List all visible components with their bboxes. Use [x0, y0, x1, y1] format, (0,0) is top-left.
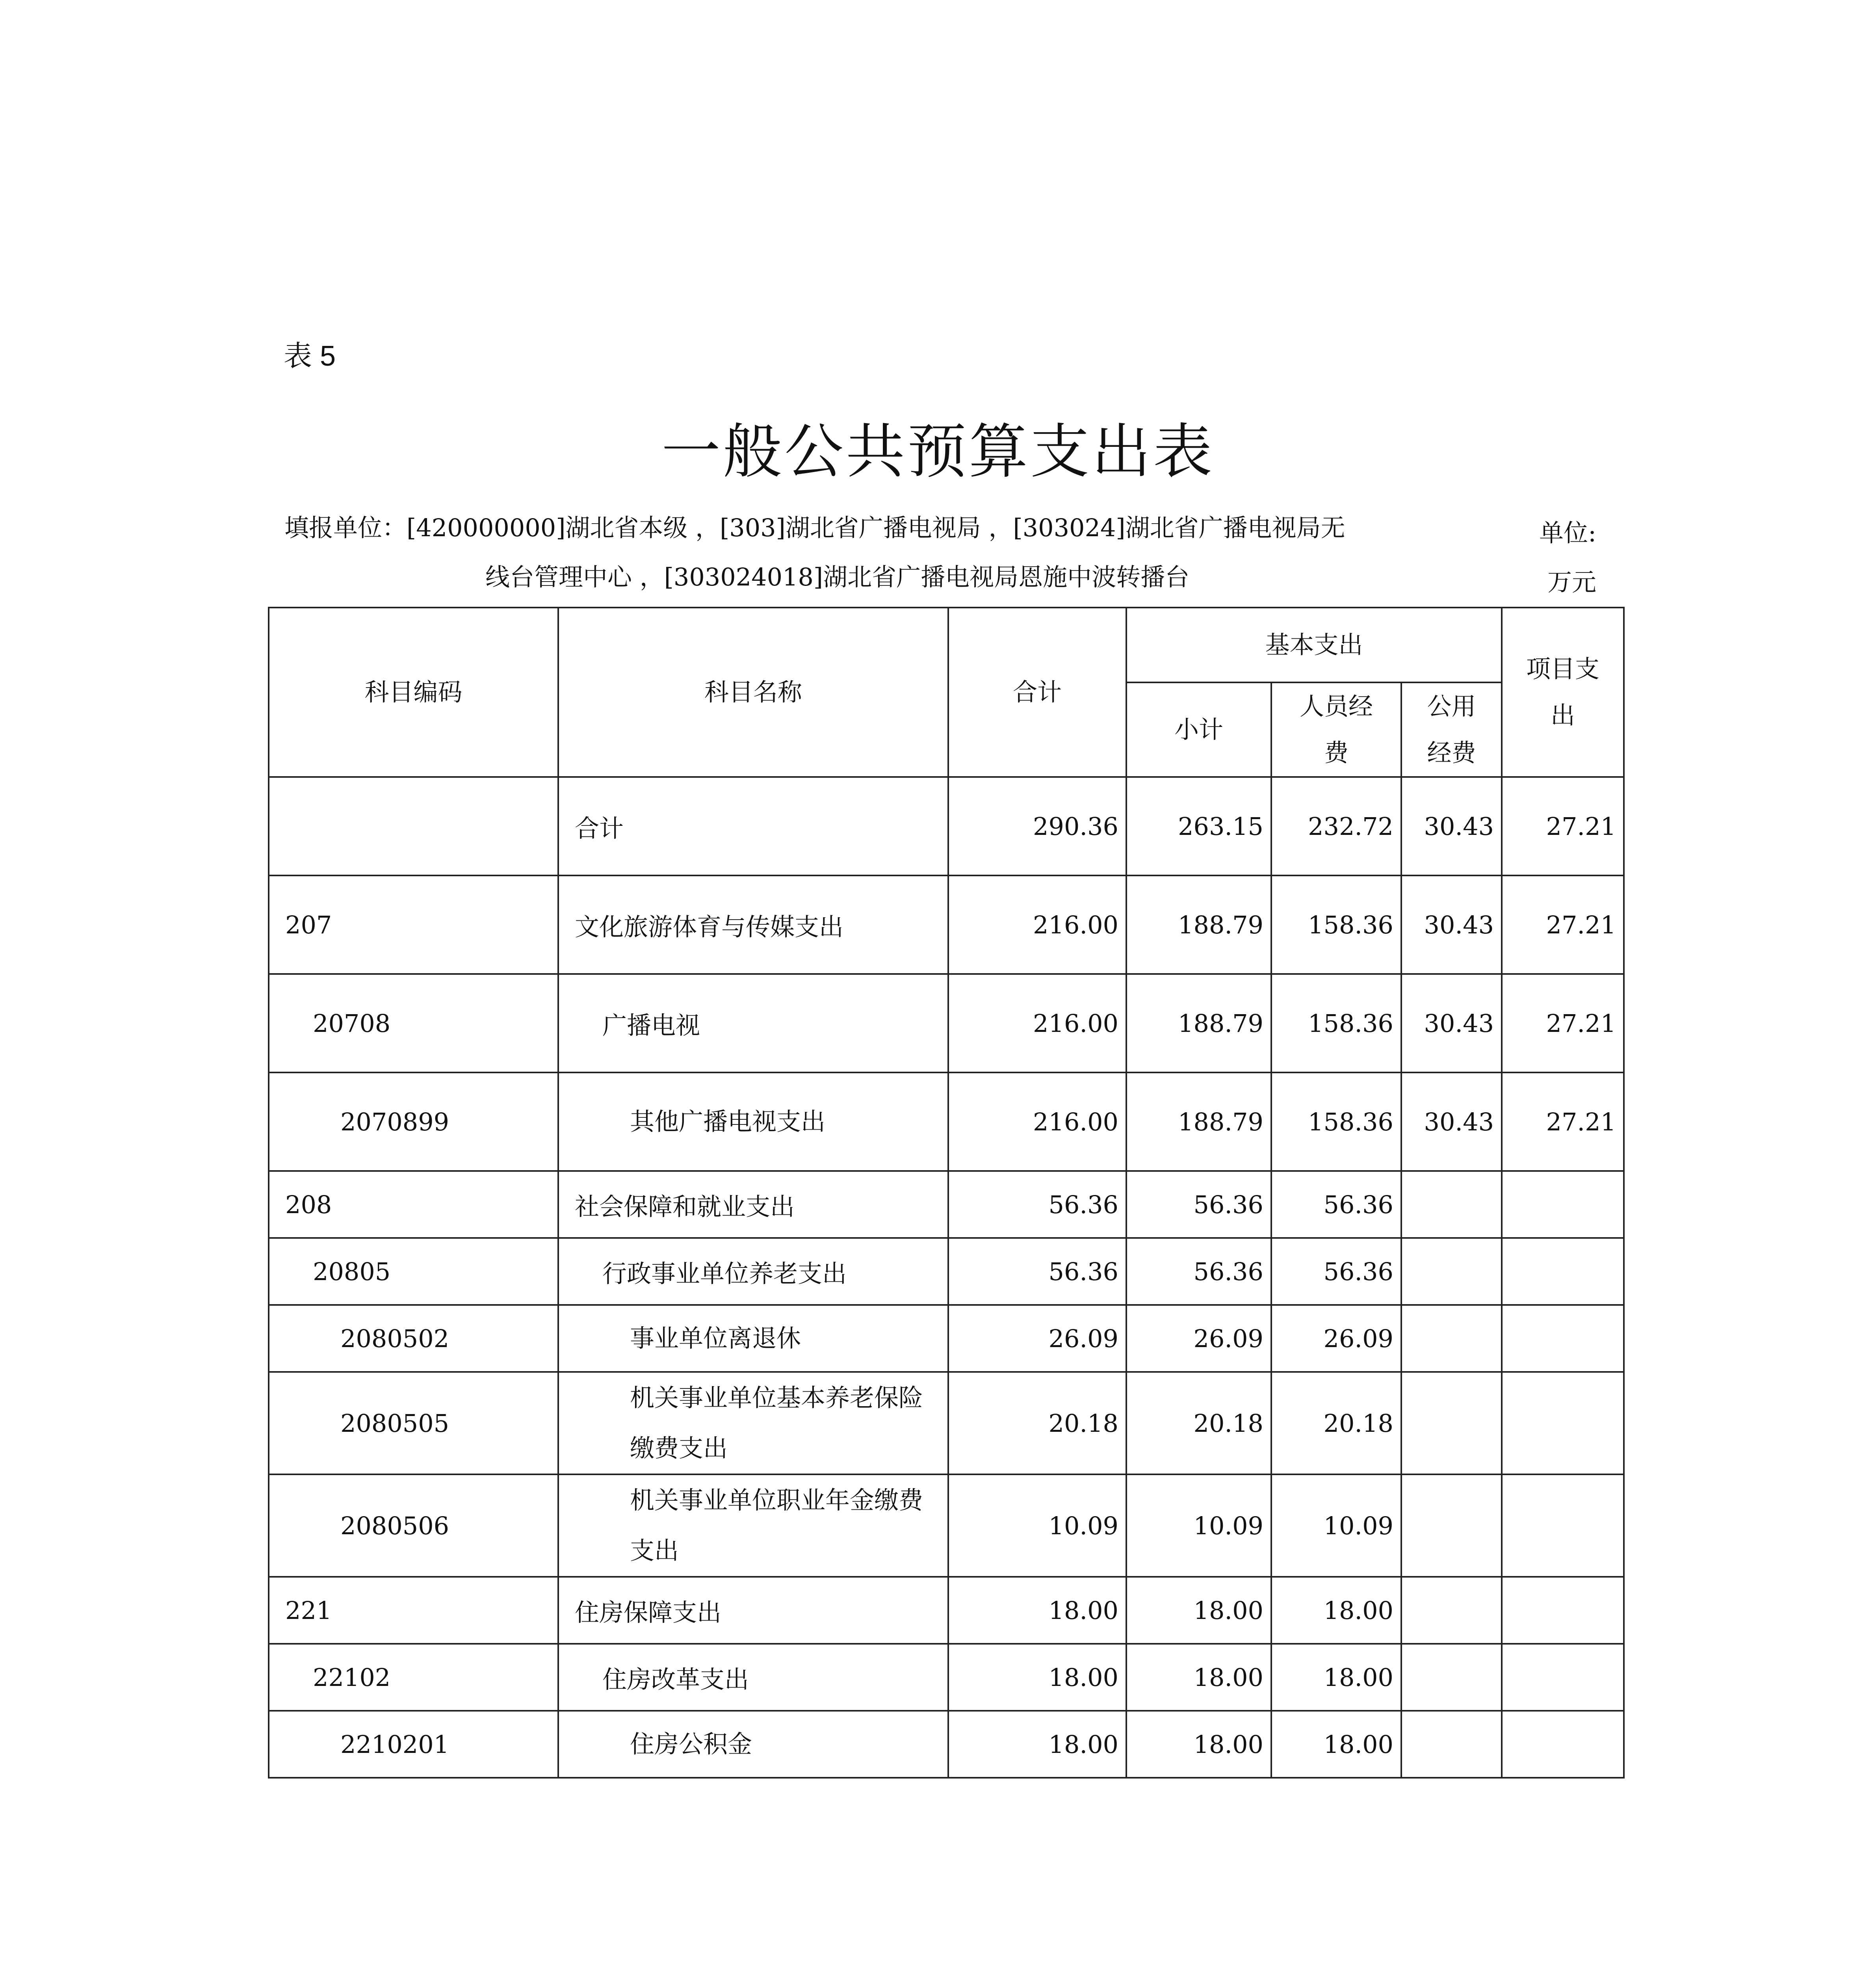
row-public-cell	[1401, 1711, 1502, 1778]
row-personnel-cell: 18.00	[1271, 1711, 1401, 1778]
row-subtotal-cell: 26.09	[1126, 1305, 1271, 1372]
reporting-unit-line-2: 线台管理中心 ，[303024018]湖北省广播电视局恩施中波转播台	[485, 563, 1190, 591]
row-total-cell: 216.00	[948, 1072, 1126, 1171]
row-project-cell	[1502, 1238, 1624, 1305]
row-total-cell: 18.00	[948, 1644, 1126, 1711]
unit-label-line-2: 万元	[1547, 568, 1596, 597]
row-personnel-cell: 158.36	[1271, 1072, 1401, 1171]
row-project-cell	[1502, 1171, 1624, 1238]
row-name-cell: 合计	[558, 777, 948, 875]
row-subtotal-cell: 10.09	[1126, 1474, 1271, 1577]
row-personnel-cell: 158.36	[1271, 974, 1401, 1072]
row-code-cell: 2070899	[269, 1072, 558, 1171]
row-code-cell: 20708	[269, 974, 558, 1072]
row-project-cell	[1502, 1711, 1624, 1778]
row-personnel-cell: 10.09	[1271, 1474, 1401, 1577]
row-project-cell: 27.21	[1502, 875, 1624, 974]
row-project-cell	[1502, 1474, 1624, 1577]
table-row	[269, 974, 1624, 1072]
row-project-cell: 27.21	[1502, 1072, 1624, 1171]
row-total-cell: 56.36	[948, 1238, 1126, 1305]
row-subtotal-cell: 18.00	[1126, 1577, 1271, 1644]
row-name-cell: 行政事业单位养老支出	[558, 1238, 948, 1305]
unit-label-line-1: 单位:	[1539, 519, 1596, 547]
row-subtotal-cell: 20.18	[1126, 1372, 1271, 1474]
row-code-cell: 2080502	[269, 1305, 558, 1372]
row-personnel-cell: 56.36	[1271, 1171, 1401, 1238]
row-personnel-cell: 232.72	[1271, 777, 1401, 875]
table-row	[269, 777, 1624, 875]
row-project-cell	[1502, 1372, 1624, 1474]
row-name-cell: 住房保障支出	[558, 1577, 948, 1644]
row-name-cell: 住房公积金	[558, 1711, 948, 1778]
table-body	[269, 777, 1624, 1778]
row-total-cell: 290.36	[948, 777, 1126, 875]
table-row	[269, 1577, 1624, 1644]
row-subtotal-cell: 188.79	[1126, 1072, 1271, 1171]
row-project-cell	[1502, 1305, 1624, 1372]
row-public-cell	[1401, 1305, 1502, 1372]
row-total-cell: 18.00	[948, 1711, 1126, 1778]
row-subtotal-cell: 56.36	[1126, 1238, 1271, 1305]
row-name-cell: 文化旅游体育与传媒支出	[558, 875, 948, 974]
header-total: 合计	[948, 608, 1126, 777]
row-personnel-cell: 20.18	[1271, 1372, 1401, 1474]
row-personnel-cell: 18.00	[1271, 1577, 1401, 1644]
header-personnel: 人员经费	[1271, 682, 1401, 777]
currency-unit-label	[1539, 508, 1596, 607]
header-name: 科目名称	[558, 608, 948, 777]
row-public-cell	[1401, 1238, 1502, 1305]
row-code-cell: 2080506	[269, 1474, 558, 1577]
row-total-cell: 18.00	[948, 1577, 1126, 1644]
row-name-cell: 机关事业单位职业年金缴费支出	[558, 1474, 948, 1577]
row-code-cell	[269, 777, 558, 875]
header-public: 公用经费	[1401, 682, 1502, 777]
row-subtotal-cell: 263.15	[1126, 777, 1271, 875]
header-subtotal: 小计	[1126, 682, 1271, 777]
table-row	[269, 1372, 1624, 1474]
row-project-cell	[1502, 1577, 1624, 1644]
header-basic-expenditure: 基本支出	[1126, 608, 1502, 682]
row-personnel-cell: 158.36	[1271, 875, 1401, 974]
page-title: 一般公共预算支出表	[661, 418, 1215, 486]
row-subtotal-cell: 18.00	[1126, 1644, 1271, 1711]
row-total-cell: 10.09	[948, 1474, 1126, 1577]
row-code-cell: 22102	[269, 1644, 558, 1711]
row-name-cell: 事业单位离退休	[558, 1305, 948, 1372]
row-public-cell: 30.43	[1401, 777, 1502, 875]
row-public-cell	[1401, 1372, 1502, 1474]
table-row	[269, 1072, 1624, 1171]
table-row	[269, 1711, 1624, 1778]
row-public-cell: 30.43	[1401, 1072, 1502, 1171]
row-code-cell: 207	[269, 875, 558, 974]
row-personnel-cell: 18.00	[1271, 1644, 1401, 1711]
row-project-cell: 27.21	[1502, 777, 1624, 875]
row-subtotal-cell: 188.79	[1126, 974, 1271, 1072]
row-name-cell: 社会保障和就业支出	[558, 1171, 948, 1238]
row-code-cell: 20805	[269, 1238, 558, 1305]
row-subtotal-cell: 188.79	[1126, 875, 1271, 974]
row-name-cell: 住房改革支出	[558, 1644, 948, 1711]
row-name-cell: 广播电视	[558, 974, 948, 1072]
expenditure-table	[268, 607, 1625, 1779]
row-total-cell: 216.00	[948, 875, 1126, 974]
header-project-expenditure: 项目支出	[1502, 608, 1624, 777]
row-public-cell: 30.43	[1401, 974, 1502, 1072]
row-total-cell: 56.36	[948, 1171, 1126, 1238]
row-total-cell: 26.09	[948, 1305, 1126, 1372]
table-row	[269, 1238, 1624, 1305]
table-row	[269, 1474, 1624, 1577]
row-code-cell: 221	[269, 1577, 558, 1644]
row-name-cell: 机关事业单位基本养老保险缴费支出	[558, 1372, 948, 1474]
header-code: 科目编码	[269, 608, 558, 777]
table-number-label: 表 5	[284, 340, 336, 372]
table-row	[269, 875, 1624, 974]
reporting-unit-line-1: 填报单位：[420000000]湖北省本级 ，[303]湖北省广播电视局 ，[303024]湖北省广播电视局无	[284, 513, 1345, 542]
table-row	[269, 1305, 1624, 1372]
row-public-cell	[1401, 1171, 1502, 1238]
row-total-cell: 216.00	[948, 974, 1126, 1072]
row-code-cell: 2210201	[269, 1711, 558, 1778]
row-public-cell	[1401, 1577, 1502, 1644]
row-total-cell: 20.18	[948, 1372, 1126, 1474]
row-project-cell	[1502, 1644, 1624, 1711]
row-code-cell: 2080505	[269, 1372, 558, 1474]
row-code-cell: 208	[269, 1171, 558, 1238]
row-subtotal-cell: 18.00	[1126, 1711, 1271, 1778]
table-row	[269, 1644, 1624, 1711]
row-public-cell	[1401, 1644, 1502, 1711]
table-row	[269, 1171, 1624, 1238]
row-personnel-cell: 26.09	[1271, 1305, 1401, 1372]
row-personnel-cell: 56.36	[1271, 1238, 1401, 1305]
row-name-cell: 其他广播电视支出	[558, 1072, 948, 1171]
row-public-cell: 30.43	[1401, 875, 1502, 974]
row-public-cell	[1401, 1474, 1502, 1577]
row-subtotal-cell: 56.36	[1126, 1171, 1271, 1238]
row-project-cell: 27.21	[1502, 974, 1624, 1072]
